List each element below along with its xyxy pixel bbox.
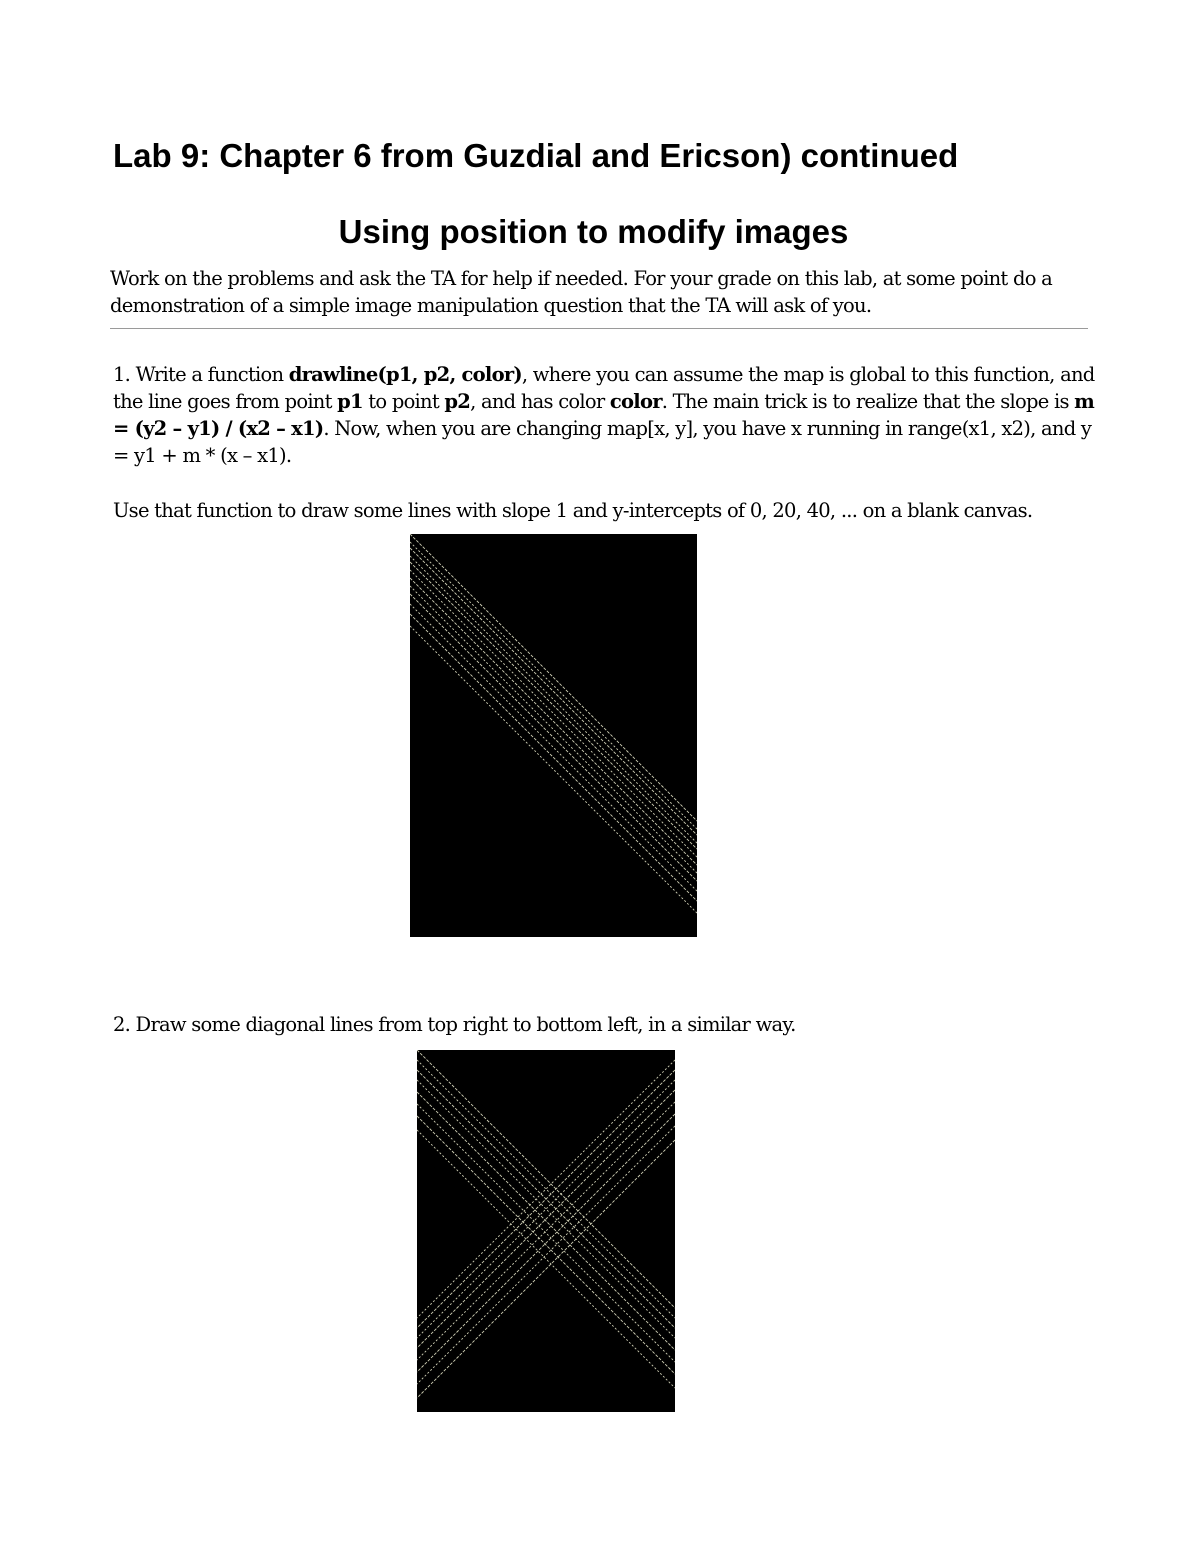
diagonal-line-up: [417, 1114, 675, 1372]
point-p1: p1: [337, 390, 363, 413]
diagonal-line-up: [417, 1102, 675, 1360]
diagonal-line: [410, 570, 697, 857]
diagonal-lines-svg: [410, 534, 697, 937]
diagonal-line-down: [417, 1092, 675, 1350]
problem-1-text: [113, 361, 1103, 469]
problem-1-text-part: , where you can assume the map is global to this function, and the line goes from point: [113, 363, 1095, 413]
diagonal-line: [410, 548, 697, 835]
page-subtitle: Using position to modify images: [338, 213, 849, 250]
crossed-lines-svg: [417, 1050, 675, 1412]
diagonal-line-up: [417, 1126, 675, 1384]
problem-1-text-part: to point: [362, 390, 445, 413]
diagonal-line: [410, 626, 697, 913]
diagonal-line-up: [417, 1080, 675, 1338]
page-title: Lab 9: Chapter 6 from Guzdial and Ericson) continued: [113, 137, 959, 174]
diagonal-line-up: [417, 1090, 675, 1348]
function-signature: drawline(p1, p2, color): [288, 363, 522, 386]
problem-1-text-part: Write a function: [135, 363, 289, 386]
point-p2: p2: [444, 390, 471, 413]
slope-formula: m = (y2 – y1) / (x2 – x1): [113, 390, 1095, 440]
diagonal-line: [410, 578, 697, 865]
diagonal-line: [410, 586, 697, 873]
problem-2-text: 2. Draw some diagonal lines from top right to bottom left, in a similar way.: [113, 1013, 796, 1036]
color-param: color: [609, 390, 662, 413]
diagonal-line: [410, 614, 697, 901]
diagonal-line: [410, 542, 697, 829]
diagonal-line: [410, 594, 697, 881]
diagonal-line-down: [417, 1080, 675, 1338]
problem-1-text-part: . Now, when you are changing map[x, y], you have x running in range(x1, x2), and y = y1 + m * (x – x1).: [113, 417, 1092, 467]
diagonal-line: [410, 534, 697, 821]
diagonal-line-up: [417, 1060, 675, 1318]
diagonal-line-down: [417, 1104, 675, 1362]
problem-1-followup: Use that function to draw some lines with slope 1 and y-intercepts of 0, 20, 40, ... on a blank canvas.: [113, 499, 1033, 522]
problem-1-number: 1.: [113, 363, 136, 386]
diagonal-line: [410, 562, 697, 849]
problem-1-text-part: . The main trick is to realize that the slope is: [661, 390, 1075, 413]
diagonal-line: [410, 604, 697, 891]
diagonal-line-down: [417, 1116, 675, 1374]
problem-1-text-part: , and has color: [470, 390, 610, 413]
crossed-lines-image: [417, 1050, 675, 1412]
diagonal-line-down: [417, 1130, 675, 1388]
horizontal-rule: [110, 328, 1088, 329]
diagonal-lines-image: [410, 534, 697, 937]
intro-paragraph: Work on the problems and ask the TA for help if needed. For your grade on this lab, at some point do a demonstration of a simple image manipulation question that the TA will ask of you.: [110, 267, 1053, 317]
diagonal-line-down: [417, 1060, 675, 1318]
diagonal-line: [410, 556, 697, 843]
